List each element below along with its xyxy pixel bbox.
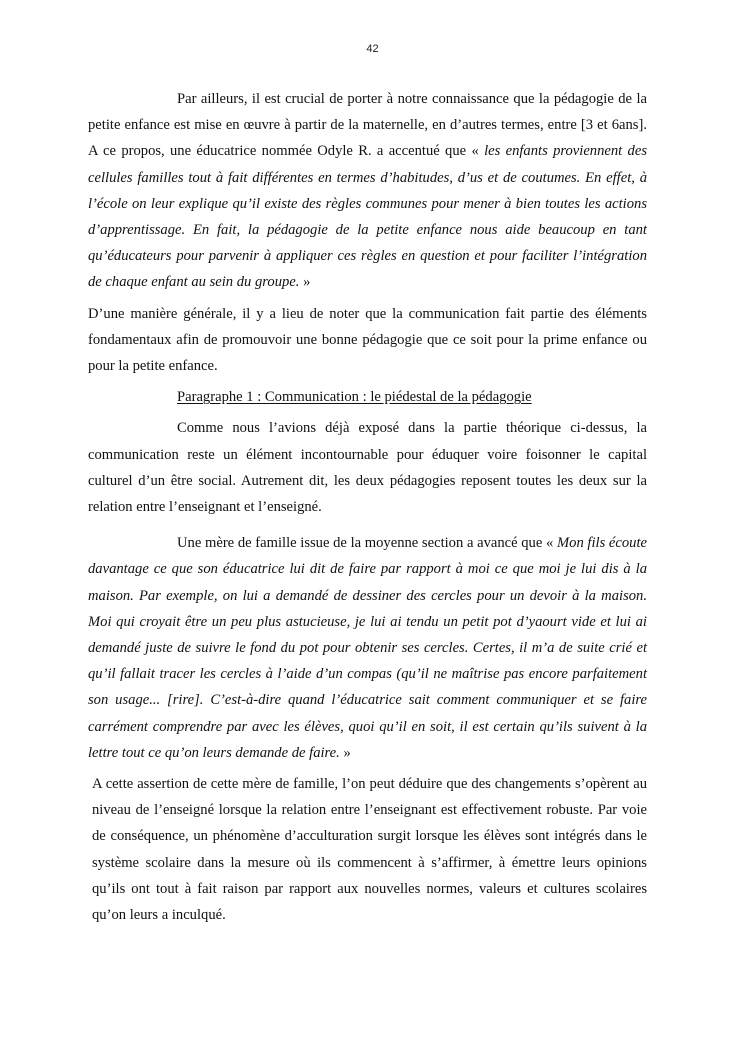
paragraph-2: D’une manière générale, il y a lieu de noter que la communication fait partie des éléments fondamentaux afin de promouvoir une bonne pédagogie que ce soit pour la prime enfance ou pour la petite enfance. [88, 305, 647, 375]
paragraph-4-text: Une mère de famille issue de la moyenne section a avancé que « [177, 535, 557, 552]
paragraph-5: A cette assertion de cette mère de famille, l’on peut déduire que des changements s’opèrent au niveau de l’enseigné lorsque la relation entre l’enseignant est effectivement robuste. Par voie de conséquence, un phénomène d’acculturation surgit lorsque les élèves sont intégrés dans le système scolaire dans la mesure où ils commencent à s’affirmer, à émettre leurs opinions qu’ils ont tout à fait raison par rapport aux nouvelles normes, valeurs et cultures scolaires qu’on leurs a inculqué. [92, 776, 647, 924]
page-number: 42 [366, 43, 379, 55]
section-heading-text: Paragraphe 1 : Communication : le piédestal de la pédagogie [177, 389, 532, 406]
paragraph-1-text: Par ailleurs, il est crucial de porter à notre connaissance que la pédagogie de la petite enfance est mise en œuvre à partir de la maternelle, en d’autres termes, entre [3 et 6ans]. A ce propos, une éducatrice nommée Odyle R. a accentué que « [88, 91, 647, 160]
section-heading [88, 384, 647, 410]
paragraph-4-close-quote: » [339, 744, 351, 761]
paragraph-4 [88, 530, 647, 766]
paragraph-1-quote: les enfants proviennent des cellules familles tout à fait différentes en termes d’habitudes, d’us et de coutumes. En effet, à l’école on leur explique qu’il existe des règles communes pour mener à bien toutes les actions d’apprentissage. En fait, la pédagogie de la petite enfance nous aide beaucoup en tant qu’éducateurs pour parvenir à appliquer ces règles en question et pour faciliter l’intégration de chaque enfant au sein du groupe. [88, 143, 647, 291]
paragraph-3: Comme nous l’avions déjà exposé dans la partie théorique ci-dessus, la communication reste un élément incontournable pour éduquer voire foisonner le capital culturel d’un être social. Autrement dit, les deux pédagogies reposent toutes les deux sur la relation entre l’enseignant et l’enseigné. [88, 420, 647, 516]
paragraph-4-quote: Mon fils écoute davantage ce que son éducatrice lui dit de faire par rapport à moi ce que moi je lui dis à la maison. Par exemple, on lui a demandé de dessiner des cercles pour un devoir à la maison. Moi qui croyait être un peu plus astucieuse, je lui ai tendu un petit pot d’yaourt vide et lui ai demandé juste de suivre le fond du pot pour obtenir ses cercles. Certes, il m’a de suite crié et qu’il fallait tracer les cercles à l’aide d’un compas (qu’il ne maîtrise pas encore parfaitement son usage... [rire]. C’est-à-dire quand l’éducatrice sait comment communiquer et se faire carrément comprendre par avec les élèves, quoi qu’il en soit, il est certain qu’ils suivent à la lettre tout ce qu’on leurs demande de faire. [88, 535, 647, 761]
paragraph-1-close-quote: » [299, 274, 311, 291]
document-body [88, 86, 647, 928]
paragraph-1 [88, 86, 647, 296]
